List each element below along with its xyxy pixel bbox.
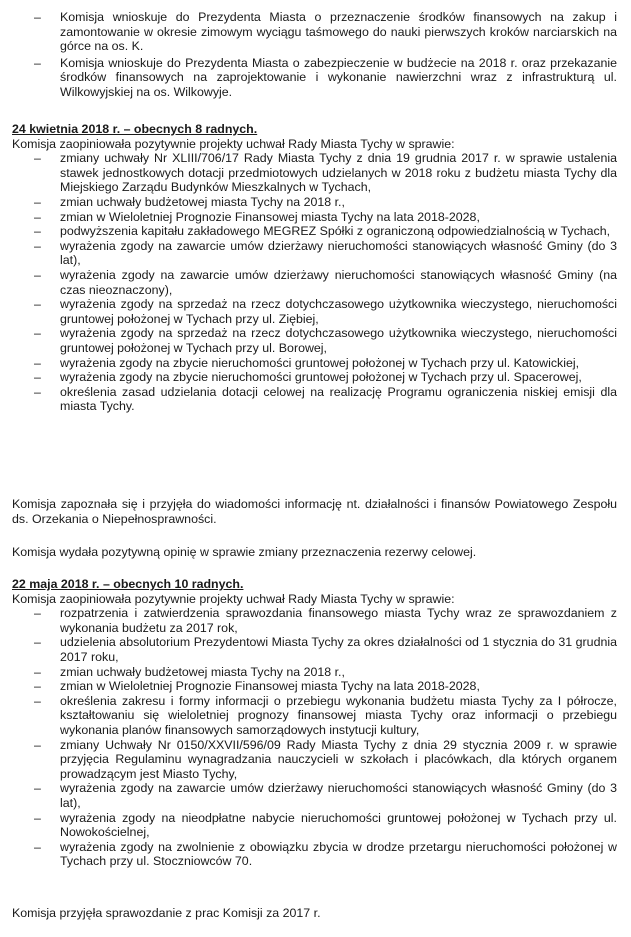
list-item: – wyrażenia zgody na sprzedaż na rzecz dotychczasowego użytkownika wieczystego, nieruchomości gruntowej położonej w Tychach przy ul. Ziębiej, (34, 297, 617, 326)
list-item: – zmiany uchwały Nr XLIII/706/17 Rady Miasta Tychy z dnia 19 grudnia 2017 r. w sprawie ustalenia stawek jednostkowych dotacji przedmiotowych udzielanych w 2018 roku z budżetu miasta Tychy dla Miejskiego Zarządu Budynków Mieszkalnych w Tychach, (34, 151, 617, 195)
top-list (0, 10, 631, 100)
paragraph: Komisja zapoznała się i przyjęła do wiadomości informację nt. działalności i finansów Powiatowego Zespołu ds. Orzekania o Niepełnosprawności. (12, 497, 617, 526)
section-heading: 22 maja 2018 r. – obecnych 10 radnych. (12, 577, 244, 591)
dash-bullet: – (34, 297, 41, 312)
list-item: – zmian uchwały budżetowej miasta Tychy na 2018 r., (34, 664, 345, 679)
section-intro: Komisja zaopiniowała pozytywnie projekty uchwał Rady Miasta Tychy w sprawie: (12, 591, 455, 606)
dash-bullet: – (34, 10, 41, 24)
list-item: – podwyższenia kapitału zakładowego MEGREZ Spółki z ograniczoną odpowiedzialnością w Tychach, (34, 224, 611, 239)
dash-bullet: – (34, 679, 41, 694)
list-item: – określenia zasad udzielania dotacji celowej na realizację Programu ograniczenia niskiej emisji dla miasta Tychy. (34, 384, 617, 414)
list-item: – wyrażenia zgody na zbycie nieruchomości gruntowej położonej w Tychach przy ul. Katowickiej, (34, 355, 580, 370)
dash-bullet: – (34, 384, 41, 399)
section-may (0, 577, 631, 869)
dash-bullet: – (34, 693, 41, 708)
paragraph: Komisja przyjęła sprawozdanie z prac Komisji za 2017 r. (12, 906, 321, 920)
dash-bullet: – (34, 781, 41, 796)
section-intro: Komisja zaopiniowała pozytywnie projekty uchwał Rady Miasta Tychy w sprawie: (12, 136, 455, 151)
list-item: – wyrażenia zgody na zwolnienie z obowiązku zbycia w drodze przetargu nieruchomości położonej w Tychach przy ul. Stoczniowców 70. (34, 839, 617, 869)
list-item: – zmiany Uchwały Nr 0150/XXVII/596/09 Rady Miasta Tychy z dnia 29 stycznia 2009 r. w sprawie przyjęcia Regulaminu wynagradzania nauczycieli w szkołach i placówkach, dla których organem prowadzącym jest Miasto Tychy, (34, 737, 617, 781)
list-item: – wyrażenia zgody na zbycie nieruchomości gruntowej położonej w Tychach przy ul. Spacerowej, (34, 370, 582, 385)
list-item: – rozpatrzenia i zatwierdzenia sprawozdania finansowego miasta Tychy wraz ze sprawozdaniem z wykonania budżetu za 2017 rok, (34, 606, 617, 635)
list-item: – wyrażenia zgody na zawarcie umów dzierżawy nieruchomości stanowiących własność Gminy (do 3 lat), (34, 238, 617, 268)
paragraph-block (0, 906, 631, 921)
paragraph: Komisja wydała pozytywną opinię w sprawie zmiany przeznaczenia rezerwy celowej. (12, 545, 477, 559)
dash-bullet: – (34, 737, 41, 752)
section-april (0, 122, 631, 414)
list-item: – Komisja wnioskuje do Prezydenta Miasta o zabezpieczenie w budżecie na 2018 r. oraz przekazanie środków finansowych na zaprojektowanie i wykonanie nawierzchni wraz z infrastrukturą ul. Wilkowyjskiej na os. Wilkowyje. (34, 55, 617, 99)
list-item: – zmian uchwały budżetowej miasta Tychy na 2018 r., (34, 194, 345, 209)
dash-bullet: – (34, 664, 41, 679)
list-item: – udzielenia absolutorium Prezydentowi Miasta Tychy za okres działalności od 1 stycznia do 31 grudnia 2017 roku, (34, 635, 617, 664)
dash-bullet: – (34, 839, 41, 854)
dash-bullet: – (34, 810, 41, 825)
list-item: – zmian w Wieloletniej Prognozie Finansowej miasta Tychy na lata 2018-2028, (34, 209, 480, 224)
dash-bullet: – (34, 238, 41, 253)
dash-bullet: – (34, 194, 41, 209)
list-item: – wyrażenia zgody na nieodpłatne nabycie nieruchomości gruntowej położonej w Tychach przy ul. Nowokościelnej, (34, 810, 617, 840)
section-heading: 24 kwietnia 2018 r. – obecnych 8 radnych. (12, 122, 258, 136)
list-item: – wyrażenia zgody na zawarcie umów dzierżawy nieruchomości stanowiących własność Gminy (na czas nieoznaczony), (34, 267, 617, 297)
dash-bullet: – (34, 326, 41, 341)
paragraph-block (0, 497, 631, 526)
list-item: – zmian w Wieloletniej Prognozie Finansowej miasta Tychy na lata 2018-2028, (34, 679, 480, 694)
dash-bullet: – (34, 606, 41, 621)
dash-bullet: – (34, 151, 41, 166)
list-item: – Komisja wnioskuje do Prezydenta Miasta o przeznaczenie środków finansowych na zakup i zamontowanie w okresie zimowym wyciągu taśmowego do nauki pierwszych kroków narciarskich na górce na os. K. (34, 10, 617, 54)
paragraph-block (0, 545, 631, 560)
list-item: – określenia zakresu i formy informacji o przebiegu wykonania budżetu miasta Tychy za I półrocze, kształtowaniu się wieloletniej prognozy finansowej miasta Tychy oraz informacji o przebiegu wykonania planów finansowych samorządowych instytucji kultury, (34, 693, 617, 737)
dash-bullet: – (34, 224, 41, 239)
list-item: – wyrażenia zgody na zawarcie umów dzierżawy nieruchomości stanowiących własność Gminy (do 3 lat), (34, 781, 617, 810)
dash-bullet: – (34, 267, 41, 282)
list-item: – wyrażenia zgody na sprzedaż na rzecz dotychczasowego użytkownika wieczystego, nieruchomości gruntowej położonej w Tychach przy ul. Borowej, (34, 326, 617, 355)
dash-bullet: – (34, 355, 41, 370)
dash-bullet: – (34, 635, 41, 650)
dash-bullet: – (34, 209, 41, 224)
dash-bullet: – (34, 55, 41, 70)
dash-bullet: – (34, 370, 41, 385)
